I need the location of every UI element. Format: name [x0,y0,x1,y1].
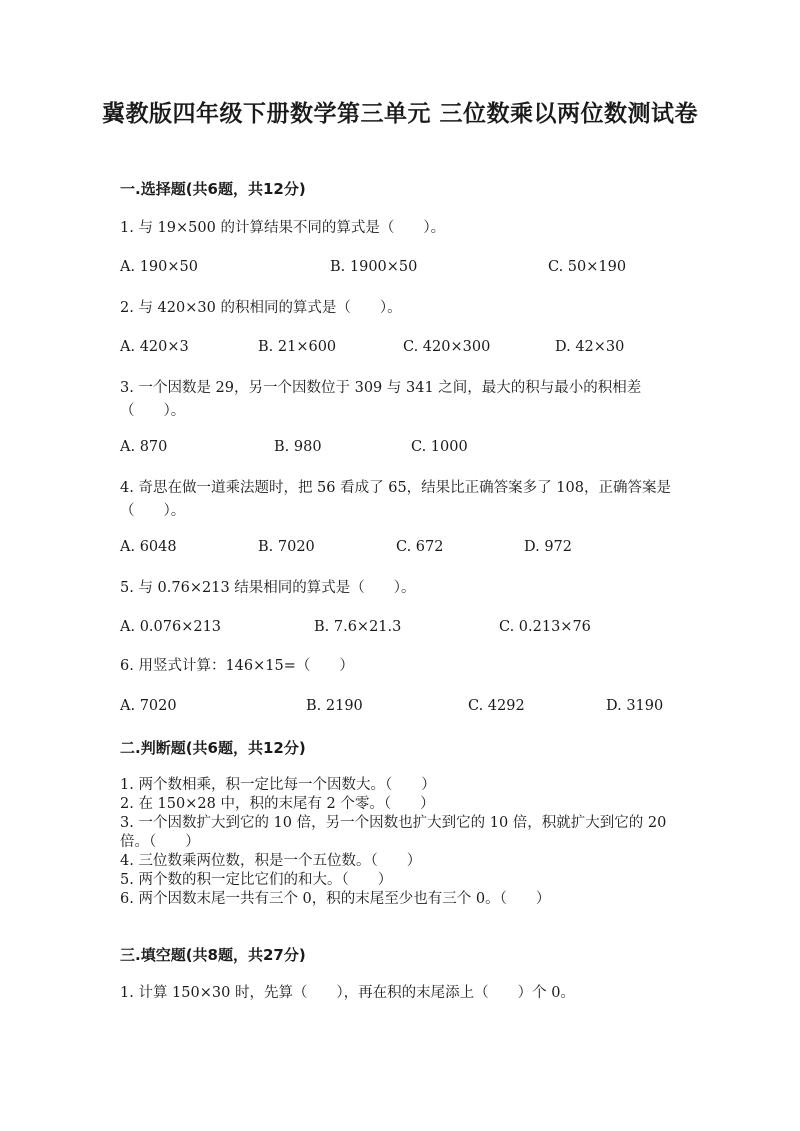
judge-question: 4. 三位数乘两位数，积是一个五位数。（ ） [120,853,422,869]
choice-option: A. 6048 [120,539,177,555]
choice-option: C. 0.213×76 [499,619,591,635]
choice-option: C. 50×190 [548,259,627,275]
choice-option: D. 3190 [606,698,664,714]
choice-option: C. 4292 [468,698,525,714]
choice-option: B. 7.6×21.3 [314,619,402,635]
judge-question: 2. 在 150×28 中，积的末尾有 2 个零。（ ） [120,796,435,812]
choice-option: C. 1000 [411,439,468,455]
choice-option: B. 7020 [258,539,315,555]
choice-option: D. 42×30 [555,339,625,355]
choice-question-1: 1. 与 19×500 的计算结果不同的算式是（ ）。 [120,220,446,236]
judge-question: 1. 两个数相乘，积一定比每一个因数大。（ ） [120,777,436,793]
choice-option: B. 1900×50 [330,259,418,275]
judge-question-list [120,776,680,909]
choice-option: C. 672 [396,539,444,555]
judge-question: 3. 一个因数扩大到它的 10 倍，另一个因数也扩大到它的 10 倍，积就扩大到它的 20 倍。（ ） [120,815,667,850]
choice-option: A. 0.076×213 [120,619,222,635]
choice-question-2: 2. 与 420×30 的积相同的算式是（ ）。 [120,300,402,316]
section-heading-judge: 二.判断题(共6题，共12分) [120,739,306,757]
judge-question: 6. 两个因数末尾一共有三个 0，积的末尾至少也有三个 0。（ ） [120,891,551,907]
choice-option: A. 420×3 [120,339,189,355]
choice-question-4: 4. 奇思在做一道乘法题时，把 56 看成了 65，结果比正确答案多了 108，正确答案是（ ）。 [120,480,671,519]
judge-question: 5. 两个数的积一定比它们的和大。（ ） [120,872,393,888]
page-title: 冀教版四年级下册数学第三单元 三位数乘以两位数测试卷 [101,100,698,127]
choice-question-3: 3. 一个因数是 29，另一个因数位于 309 与 341 之间，最大的积与最小的积相差（ ）。 [120,380,642,419]
choice-question-5: 5. 与 0.76×213 结果相同的算式是（ ）。 [120,580,416,596]
choice-question-6: 6. 用竖式计算：146×15=（ ） [120,658,354,674]
choice-option: D. 972 [524,539,573,555]
choice-option: B. 2190 [306,698,363,714]
fill-question-1: 1. 计算 150×30 时，先算（ ），再在积的末尾添上（ ）个 0。 [120,985,576,1001]
choice-option: C. 420×300 [403,339,491,355]
choice-option: B. 21×600 [258,339,337,355]
choice-option: A. 190×50 [120,259,198,275]
choice-option: A. 7020 [120,698,177,714]
section-heading-choice: 一.选择题(共6题，共12分) [120,180,306,198]
choice-option: B. 980 [274,439,322,455]
section-heading-fill: 三.填空题(共8题，共27分) [120,946,306,964]
choice-option: A. 870 [120,439,168,455]
